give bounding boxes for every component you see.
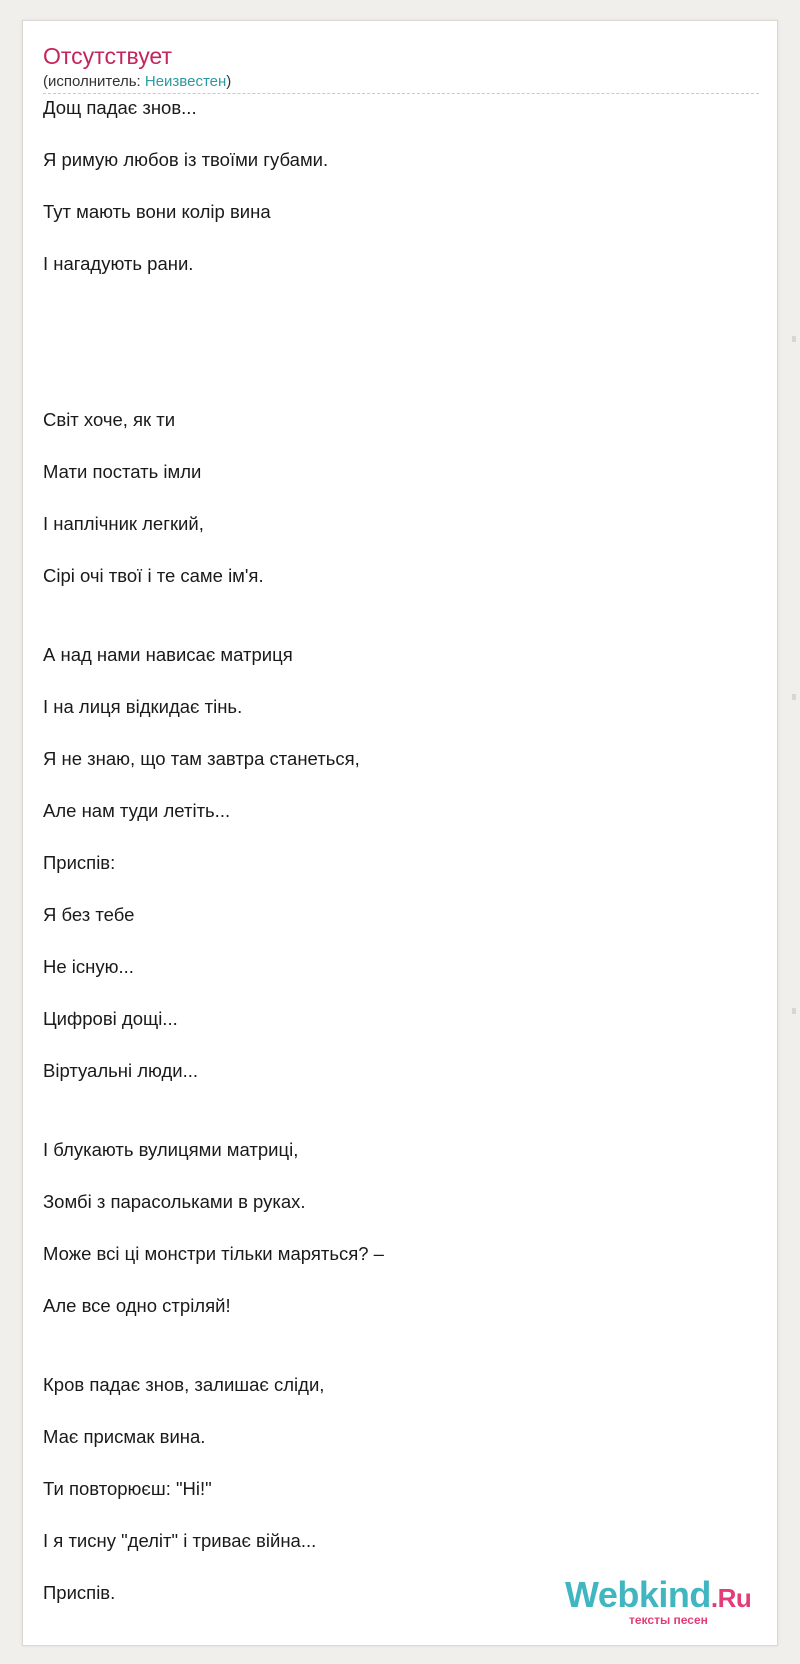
lyric-line: Тут мають вони колір вина [43, 201, 271, 222]
lyric-line: Приспів: [43, 852, 116, 873]
lyric-line: Я не знаю, що там завтра станеться, [43, 748, 360, 769]
lyric-line: Віртуальні люди... [43, 1060, 199, 1081]
lyric-line: Цифрові дощі... [43, 1008, 178, 1029]
logo-tagline: тексты песен [629, 1613, 708, 1627]
site-logo[interactable] [565, 1575, 755, 1629]
lyric-line: Світ хоче, як ти [43, 409, 176, 430]
lyric-line: Ти повторюєш: "Ні!" [43, 1478, 212, 1499]
logo-wordmark [565, 1575, 751, 1618]
lyric-line: Мати постать імли [43, 461, 202, 482]
edge-mark [792, 694, 796, 700]
performer-prefix: (исполнитель: [43, 73, 145, 90]
lyric-line: Але все одно стріляй! [43, 1295, 231, 1316]
lyric-line: І я тисну "деліт" і триває війна... [43, 1530, 317, 1551]
artist-link[interactable]: Неизвестен [144, 73, 227, 90]
edge-mark [792, 1008, 796, 1014]
performer-suffix: ) [226, 73, 232, 90]
lyric-line: Але нам туди летіть... [43, 800, 231, 821]
edge-mark [792, 336, 796, 342]
lyric-line: І на лиця відкидає тінь. [43, 696, 243, 717]
lyric-line: Я без тебе [43, 904, 135, 925]
lyric-line: І наплічник легкий, [43, 513, 204, 534]
logo-main-text: Webkind [565, 1574, 711, 1615]
lyric-line: Має присмак вина. [43, 1426, 206, 1447]
lyric-line: Кров падає знов, залишає сліди, [43, 1374, 325, 1395]
logo-tld: .Ru [710, 1583, 752, 1613]
lyric-line: Не існую... [43, 956, 134, 977]
lyric-line: Може всі ці монстри тільки маряться? – [43, 1243, 384, 1264]
lyric-line: Я римую любов із твоїми губами. [43, 149, 329, 170]
lyrics-card [22, 20, 778, 1646]
lyric-line: Приспів. [43, 1582, 116, 1603]
lyric-line: А над нами нависає матриця [43, 644, 293, 665]
lyric-line: Сірі очі твої і те саме ім'я. [43, 565, 264, 586]
title-divider [43, 93, 759, 94]
performer-line [43, 73, 231, 91]
lyric-line: І нагадують рани. [43, 253, 194, 274]
lyric-line: Дощ падає знов... [43, 97, 197, 118]
lyric-line: Зомбі з парасольками в руках. [43, 1191, 306, 1212]
lyric-line: І блукають вулицями матриці, [43, 1139, 299, 1160]
song-title: Отсутствует [43, 43, 172, 69]
